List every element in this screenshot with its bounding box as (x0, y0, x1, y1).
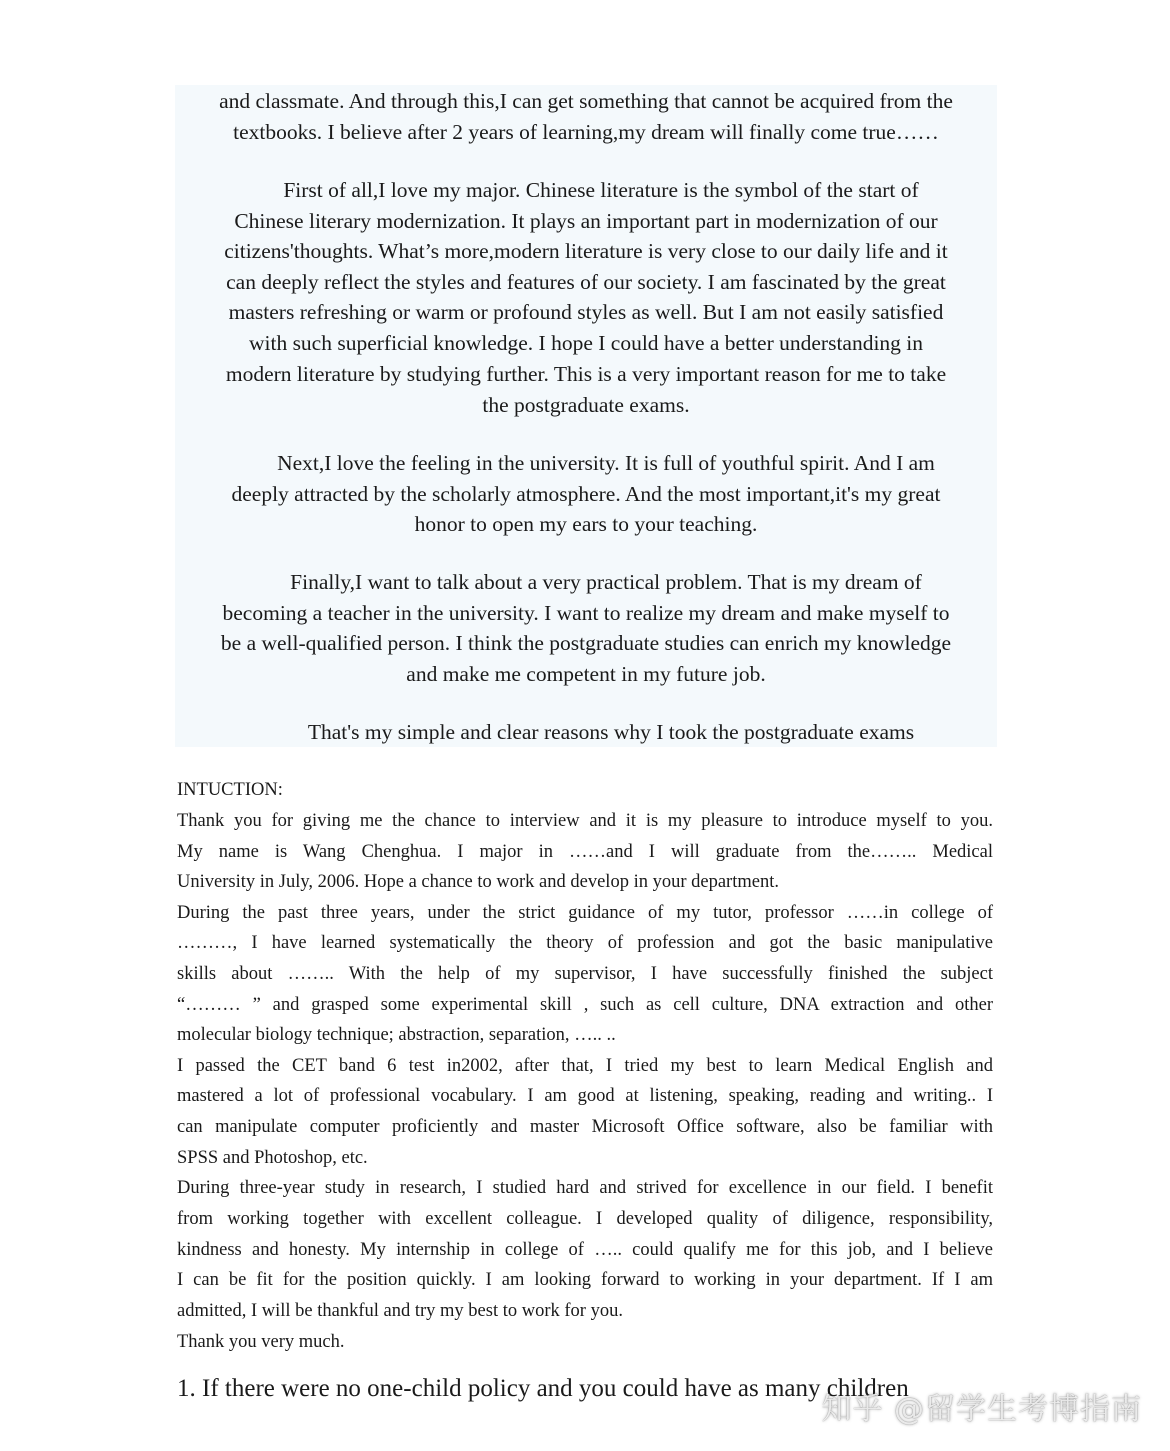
intro-line: skills about …….. With the help of my supervisor, I have successfully finished the subject (177, 964, 993, 984)
intro-line: SPSS and Photoshop, etc. (177, 1148, 368, 1168)
essay-line: be a well-qualified person. I think the postgraduate studies can enrich my knowledge (220, 631, 952, 655)
intro-line: I can be fit for the position quickly. I am looking forward to working in your department. If I am (177, 1270, 993, 1290)
essay-line: masters refreshing or warm or profound styles as well. But I am not easily satisfied (228, 300, 944, 324)
essay-line: deeply attracted by the scholarly atmosphere. And the most important,it's my great (231, 482, 941, 506)
essay-line: Chinese literary modernization. It plays an important part in modernization of our (234, 209, 938, 233)
essay-line: honor to open my ears to your teaching. (414, 512, 758, 536)
essay-line: with such superficial knowledge. I hope I could have a better understanding in (248, 331, 924, 355)
intro-line: admitted, I will be thankful and try my best to work for you. (177, 1301, 623, 1321)
intro-line: “……… ” and grasped some experimental skill , such as cell culture, DNA extraction and other (177, 995, 993, 1015)
intro-line: from working together with excellent colleague. I developed quality of diligence, responsibility, (177, 1209, 993, 1229)
intro-line: Thank you for giving me the chance to interview and it is my pleasure to introduce myself to you. (177, 811, 993, 831)
intro-line: I passed the CET band 6 test in2002, after that, I tried my best to learn Medical English and (177, 1056, 993, 1076)
introduction-heading: INTUCTION: (177, 780, 283, 800)
essay-line: citizens'thoughts. What’s more,modern literature is very close to our daily life and it (224, 239, 948, 263)
intro-line: My name is Wang Chenghua. I major in ……and I will graduate from the…….. Medical (177, 842, 993, 862)
essay-line: Finally,I want to talk about a very practical problem. That is my dream of (290, 570, 922, 594)
intro-line: During the past three years, under the strict guidance of my tutor, professor ……in college of (177, 903, 993, 923)
intro-line: molecular biology technique; abstraction, separation, ….. .. (177, 1025, 616, 1045)
intro-line: mastered a lot of professional vocabulary. I am good at listening, speaking, reading and writing.. I (177, 1086, 993, 1106)
intro-line: kindness and honesty. My internship in college of ….. could qualify me for this job, and I believe (177, 1240, 993, 1260)
essay-line: becoming a teacher in the university. I want to realize my dream and make myself to (222, 601, 950, 625)
essay-line: textbooks. I believe after 2 years of learning,my dream will finally come true…… (233, 120, 939, 144)
essay-line: and classmate. And through this,I can get something that cannot be acquired from the (219, 89, 953, 113)
intro-line: During three-year study in research, I studied hard and strived for excellence in our field. I benefit (177, 1178, 993, 1198)
essay-closing-line: That's my simple and clear reasons why I took the postgraduate exams (307, 720, 915, 744)
question-1: 1. If there were no one-child policy and you could have as many children (177, 1375, 909, 1402)
essay-line: First of all,I love my major. Chinese literature is the symbol of the start of (283, 178, 919, 202)
intro-line: ………, I have learned systematically the theory of profession and got the basic manipulative (177, 933, 993, 953)
essay-line: and make me competent in my future job. (406, 662, 766, 686)
essay-line: Next,I love the feeling in the university. It is full of youthful spirit. And I am (277, 451, 935, 475)
essay-line: can deeply reflect the styles and features of our society. I am fascinated by the great (226, 270, 946, 294)
intro-line: University in July, 2006. Hope a chance to work and develop in your department. (177, 872, 779, 892)
zhihu-watermark: 知乎 @留学生考博指南 (821, 1392, 1142, 1427)
intro-line: can manipulate computer proficiently and master Microsoft Office software, also be familiar with (177, 1117, 993, 1137)
intro-line: Thank you very much. (177, 1332, 345, 1352)
essay-line: modern literature by studying further. This is a very important reason for me to take (225, 362, 947, 386)
essay-line: the postgraduate exams. (482, 393, 690, 417)
